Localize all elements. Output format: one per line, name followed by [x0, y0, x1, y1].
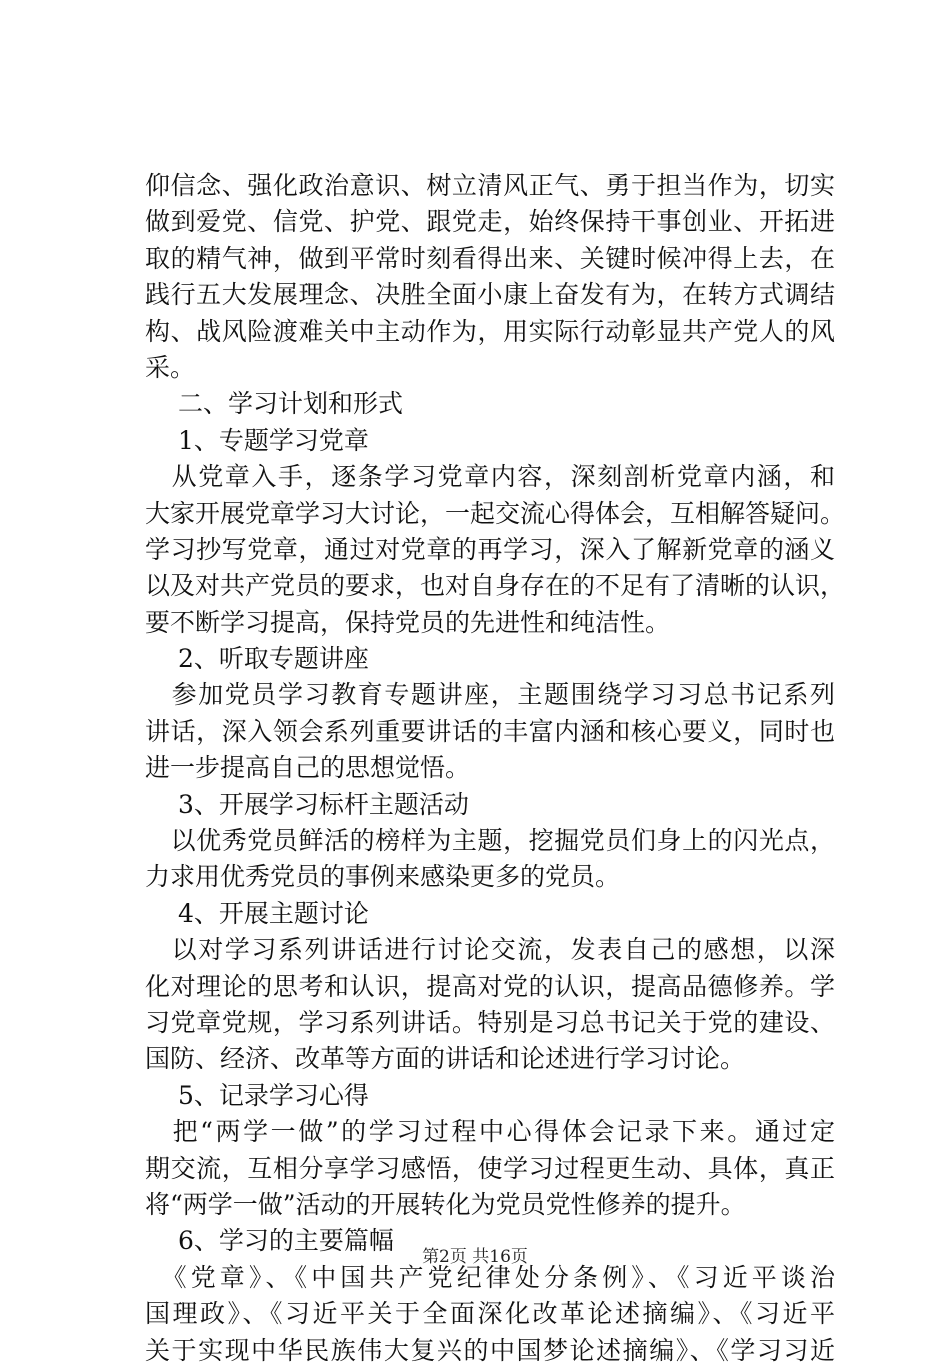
paragraph-line: 把“两学一做”的学习过程中心得体会记录下来。通过定 — [145, 1117, 835, 1147]
paragraph-line: 学习抄写党章，通过对党章的再学习，深入了解新党章的涵义 — [145, 534, 835, 564]
section-heading: 二、学习计划和形式 — [178, 389, 404, 419]
paragraph-line: 大家开展党章学习大讨论，一起交流心得体会，互相解答疑问。 — [145, 498, 846, 528]
paragraph-line: 践行五大发展理念、决胜全面小康上奋发有为，在转方式调结 — [145, 280, 835, 310]
paragraph-line: 进一步提高自己的思想觉悟。 — [145, 753, 471, 783]
paragraph-line: 取的精气神，做到平常时刻看得出来、关键时候冲得上去，在 — [145, 243, 835, 273]
paragraph-line: 构、战风险渡难关中主动作为，用实际行动彰显共产党人的风 — [145, 316, 835, 346]
paragraph-line: 《党章》、《中国共产党纪律处分条例》、《习近平谈治 — [145, 1262, 835, 1292]
page-indicator: 第2页 共16页 — [422, 1247, 528, 1267]
paragraph-line: 从党章入手，逐条学习党章内容，深刻剖析党章内涵，和 — [145, 462, 835, 492]
paragraph-line: 以对学习系列讲话进行讨论交流，发表自己的感想，以深 — [145, 935, 835, 965]
section-heading: 4、开展主题讨论 — [178, 898, 369, 928]
paragraph-line: 讲话，深入领会系列重要讲话的丰富内涵和核心要义，同时也 — [145, 716, 835, 746]
section-heading: 2、听取专题讲座 — [178, 644, 369, 674]
paragraph-line: 国防、经济、改革等方面的讲话和论述进行学习讨论。 — [145, 1044, 746, 1074]
paragraph-line: 国理政》、《习近平关于全面深化改革论述摘编》、《习近平 — [145, 1299, 835, 1329]
paragraph-line: 采。 — [145, 352, 196, 382]
paragraph-line: 要不断学习提高，保持党员的先进性和纯洁性。 — [145, 607, 671, 637]
paragraph-line: 期交流，互相分享学习感悟，使学习过程更生动、具体，真正 — [145, 1153, 835, 1183]
section-heading: 3、开展学习标杆主题活动 — [178, 789, 469, 819]
paragraph-line: 做到爱党、信党、护党、跟党走，始终保持干事创业、开拓进 — [145, 207, 835, 237]
paragraph-line: 以优秀党员鲜活的榜样为主题，挖掘党员们身上的闪光点， — [145, 826, 835, 856]
section-heading: 1、专题学习党章 — [178, 425, 369, 455]
page-footer — [0, 1242, 950, 1267]
paragraph-line: 习党章党规，学习系列讲话。特别是习总书记关于党的建设、 — [145, 1007, 835, 1037]
paragraph-line: 仰信念、强化政治意识、树立清风正气、勇于担当作为，切实 — [145, 171, 835, 200]
section-heading: 6、学习的主要篇幅 — [178, 1226, 394, 1256]
paragraph-line: 参加党员学习教育专题讲座，主题围绕学习习总书记系列 — [145, 680, 835, 710]
paragraph-line: 化对理论的思考和认识，提高对党的认识，提高品德修养。学 — [145, 971, 835, 1001]
paragraph-line: 关于实现中华民族伟大复兴的中国梦论述摘编》、《学习习近 — [145, 1335, 835, 1365]
paragraph-line: 力求用优秀党员的事例来感染更多的党员。 — [145, 862, 621, 892]
paragraph-line: 以及对共产党员的要求，也对自身存在的不足有了清晰的认识， — [145, 571, 846, 601]
section-heading: 5、记录学习心得 — [178, 1080, 369, 1110]
document-body — [145, 168, 846, 1369]
paragraph-line: 将“两学一做”活动的开展转化为党员党性修养的提升。 — [145, 1189, 746, 1219]
